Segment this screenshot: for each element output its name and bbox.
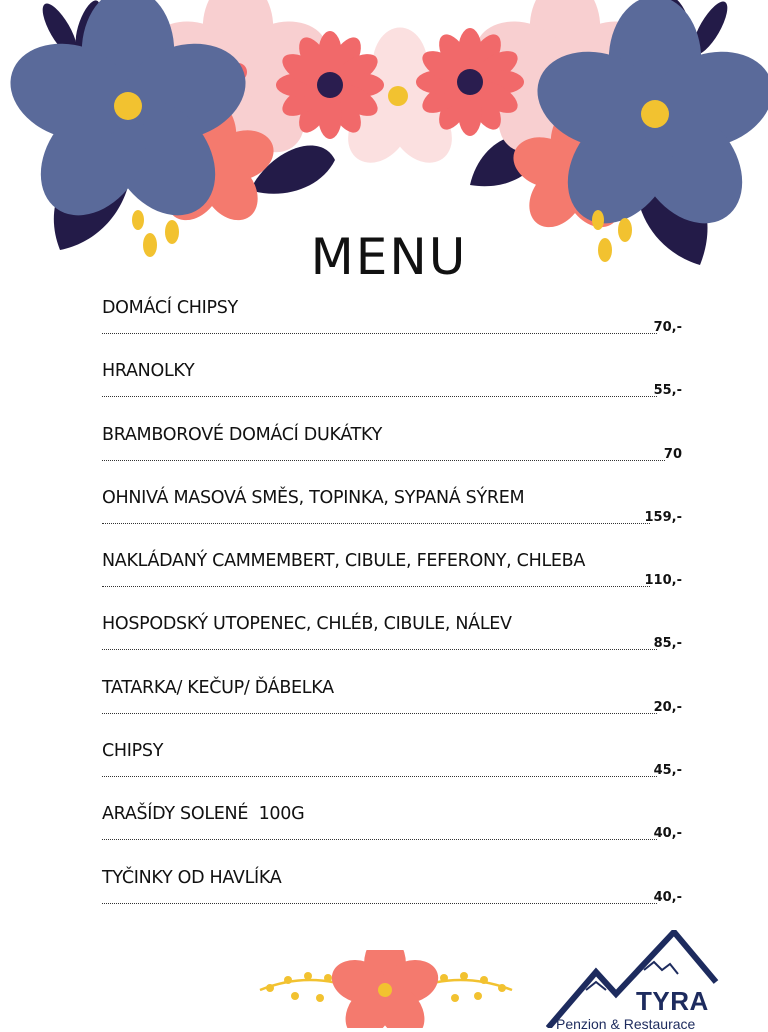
dotted-leader xyxy=(102,460,665,461)
menu-item xyxy=(102,678,682,741)
dotted-leader xyxy=(102,776,657,777)
menu-item-price: 20,- xyxy=(653,699,682,715)
menu-title: MENU xyxy=(310,228,468,286)
dotted-leader xyxy=(102,839,657,840)
menu-item-price: 45,- xyxy=(653,763,682,779)
floral-footer-decoration xyxy=(250,950,520,1028)
menu-item-price: 85,- xyxy=(653,636,682,652)
menu-item-price: 110,- xyxy=(644,573,682,589)
menu-item-name: HRANOLKY xyxy=(102,361,195,382)
menu-item-price: 70 xyxy=(663,446,682,462)
dotted-leader xyxy=(102,649,657,650)
menu-item-name: CHIPSY xyxy=(102,741,164,762)
logo-name: TYRA xyxy=(636,986,709,1016)
tyra-logo xyxy=(546,930,768,1032)
menu-item xyxy=(102,804,682,867)
dotted-leader xyxy=(102,586,650,587)
menu-item xyxy=(102,298,682,361)
menu-item xyxy=(102,425,682,488)
menu-item-name: OHNIVÁ MASOVÁ SMĚS, TOPINKA, SYPANÁ SÝREM xyxy=(102,487,525,508)
menu-item-price: 70,- xyxy=(653,320,682,335)
menu-item xyxy=(102,868,682,931)
menu-item-name: HOSPODSKÝ UTOPENEC, CHLÉB, CIBULE, NÁLEV xyxy=(102,614,512,635)
dotted-leader xyxy=(102,903,657,904)
dotted-leader xyxy=(102,333,657,334)
menu-item-name: NAKLÁDANÝ CAMMEMBERT, CIBULE, FEFERONY, CHLEBA xyxy=(102,551,586,572)
menu-item xyxy=(102,551,682,614)
menu-list xyxy=(102,298,682,931)
menu-item xyxy=(102,741,682,804)
menu-item xyxy=(102,614,682,677)
dotted-leader xyxy=(102,523,650,524)
menu-item-price: 40,- xyxy=(653,889,682,905)
dotted-leader xyxy=(102,713,657,714)
menu-item-price: 40,- xyxy=(653,826,682,842)
menu-item-price: 159,- xyxy=(644,509,682,525)
menu-item xyxy=(102,488,682,551)
menu-item xyxy=(102,361,682,424)
logo-tagline: Penzion & Restaurace xyxy=(556,1016,696,1032)
menu-item-name: TYČINKY OD HAVLÍKA xyxy=(102,867,282,888)
menu-item-name: DOMÁCÍ CHIPSY xyxy=(102,298,238,318)
dotted-leader xyxy=(102,396,657,397)
menu-item-price: 55,- xyxy=(653,383,682,399)
menu-item-name: BRAMBOROVÉ DOMÁCÍ DUKÁTKY xyxy=(102,424,382,445)
menu-item-name: ARAŠÍDY SOLENÉ 100G xyxy=(102,804,305,825)
menu-item-name: TATARKA/ KEČUP/ ĎÁBELKA xyxy=(102,677,334,698)
